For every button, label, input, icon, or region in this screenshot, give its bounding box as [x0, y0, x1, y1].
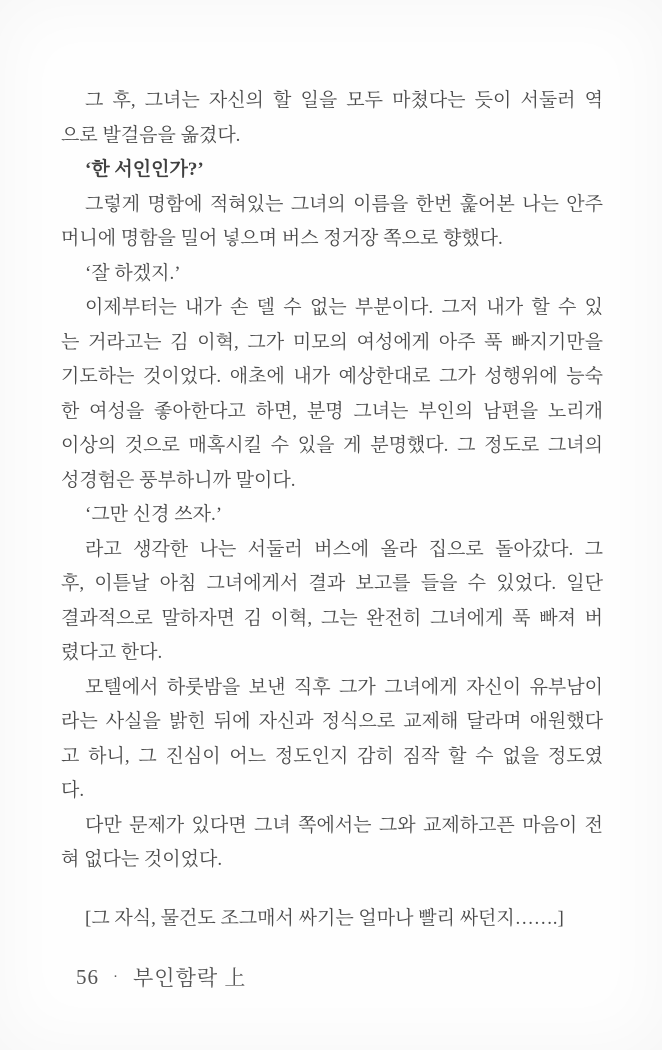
text-line: ‘한 서인인가?’: [85, 159, 204, 180]
text-line: ‘잘 하겠지.’: [85, 262, 181, 284]
paragraph: [61, 533, 603, 671]
paragraph: [61, 291, 603, 498]
text-line: 라고 생각한 나는 서둘러 버스에 올라 집으로 돌아갔다. 그: [85, 538, 603, 560]
paragraph: [61, 498, 603, 533]
text-line: 으로 발걸음을 옮겼다.: [61, 124, 241, 146]
text-line: 모텔에서 하룻밤을 보낸 직후 그가 그녀에게 자신이 유부남이: [85, 676, 603, 698]
paragraph: [61, 257, 603, 292]
text-line: 다.: [61, 780, 85, 801]
text-line: 그렇게 명함에 적혀있는 그녀의 이름을 한번 훑어본 나는 안주: [85, 193, 603, 215]
text-line: 라는 사실을 밝힌 뒤에 자신과 정식으로 교제해 달라며 애원했다: [61, 711, 603, 732]
text-block: [61, 84, 603, 936]
text-line: 기도하는 것이었다. 애초에 내가 예상한대로 그가 성행위에 능숙: [61, 366, 603, 387]
text-line: 결과적으로 말하자면 김 이혁, 그는 완전히 그녀에게 푹 빠져 버: [61, 607, 603, 629]
paragraph: [61, 188, 603, 257]
page-footer: [76, 962, 246, 992]
paragraph: [61, 84, 603, 153]
text-line: 고 하니, 그 진심이 어느 정도인지 감히 짐작 할 수 없을 정도였: [61, 745, 603, 767]
text-line: 이제부터는 내가 손 델 수 없는 부분이다. 그저 내가 할 수 있: [85, 297, 603, 318]
text-line: 그 후, 그녀는 자신의 할 일을 모두 마쳤다는 듯이 서둘러 역: [85, 90, 603, 111]
text-line: 한 여성을 좋아한다고 하면, 분명 그녀는 부인의 남편을 노리개: [61, 400, 603, 422]
footer-separator-dot: ·: [113, 968, 118, 985]
paragraph: [61, 671, 603, 809]
text-line: 이상의 것으로 매혹시킬 수 있을 게 분명했다. 그 정도로 그녀의: [61, 435, 603, 456]
book-title: 부인함락 上: [133, 966, 247, 990]
paragraph: [61, 902, 603, 937]
text-line: 렸다고 한다.: [61, 642, 163, 663]
page-number: 56: [76, 964, 99, 989]
text-line: 머니에 명함을 밀어 넣으며 버스 정거장 쪽으로 향했다.: [61, 228, 503, 249]
text-line: 다만 문제가 있다면 그녀 쪽에서는 그와 교제하고픈 마음이 전: [85, 814, 603, 836]
paragraph: [61, 809, 603, 878]
text-line: 후, 이튿날 아침 그녀에게서 결과 보고를 들을 수 있었다. 일단: [61, 573, 603, 594]
paragraph: [61, 153, 603, 188]
text-line: ‘그만 신경 쓰자.’: [85, 504, 223, 525]
text-line: [그 자식, 물건도 조그매서 싸기는 얼마나 빨리 싸던지…….]: [85, 907, 564, 929]
text-line: 성경험은 풍부하니까 말이다.: [61, 469, 296, 491]
text-line: 혀 없다는 것이었다.: [61, 849, 223, 870]
text-line: 는 거라고는 김 이혁, 그가 미모의 여성에게 아주 푹 빠지기만을: [61, 331, 603, 353]
